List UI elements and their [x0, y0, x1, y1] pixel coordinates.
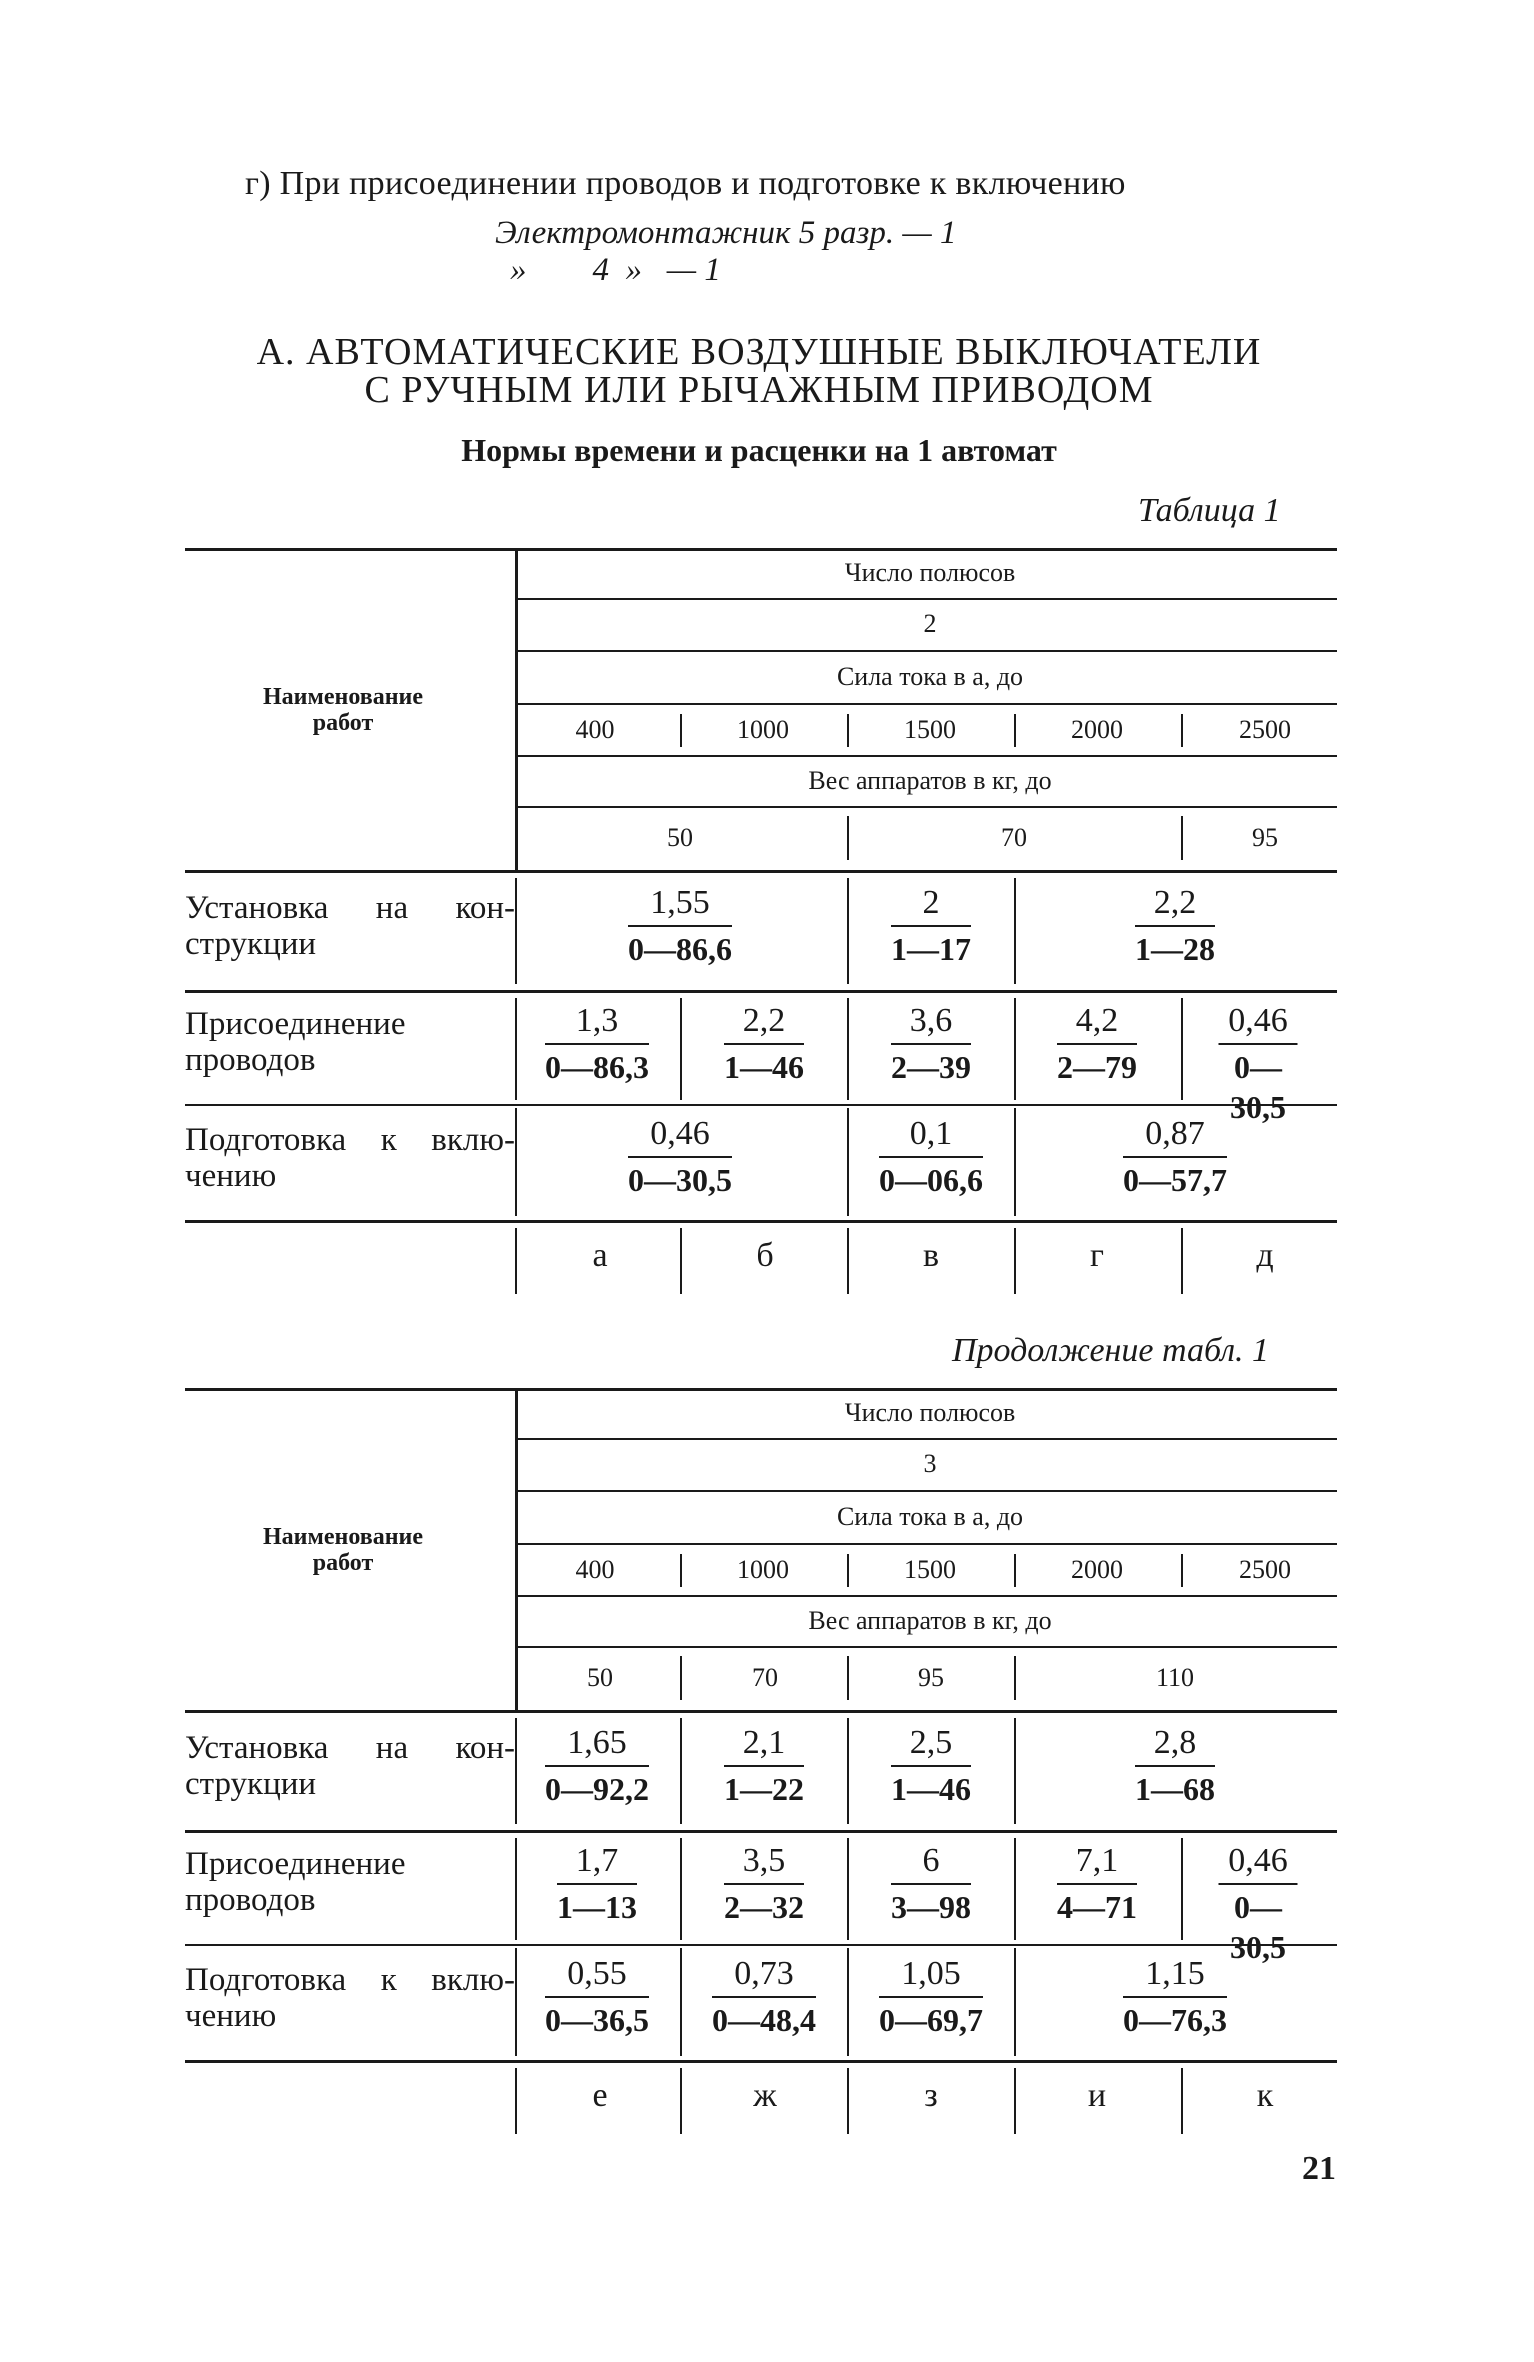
- table2-caption: Продолжение табл. 1: [952, 1332, 1270, 1369]
- cell-fraction: [1135, 1723, 1215, 1809]
- rate-value: 1—68: [1135, 1771, 1215, 1807]
- current-1500: 1500: [904, 1555, 956, 1584]
- rate-value: 0—36,5: [545, 2002, 649, 2038]
- weight-95: 95: [1252, 823, 1278, 852]
- cell-fraction: [1123, 1954, 1227, 2040]
- row-label-line: чению: [185, 1158, 277, 1194]
- rate-value: 1—28: [1135, 931, 1215, 967]
- rate-value: 0—30,5: [1230, 1889, 1286, 1965]
- norm-value: 3,6: [891, 1001, 971, 1045]
- section-heading: г) При присоединении проводов и подготовке к включению: [245, 165, 1126, 202]
- rate-value: 2—39: [891, 1049, 971, 1085]
- norm-value: 2,8: [1135, 1723, 1215, 1767]
- corner-label-line-2: работ: [312, 1550, 374, 1576]
- norm-value: 0,73: [712, 1954, 816, 1998]
- rate-value: 4—71: [1057, 1889, 1137, 1925]
- row-label-installation: [185, 890, 515, 962]
- current-label: Сила тока в а, до: [836, 662, 1024, 691]
- row-label-line: чению: [185, 1998, 277, 2034]
- current-label: Сила тока в а, до: [836, 1502, 1024, 1531]
- corner-label-line-1: Наименование: [263, 684, 423, 710]
- cell-fraction: [545, 1001, 649, 1087]
- row-label-line: Установка на кон-: [185, 890, 515, 926]
- cell-fraction: [1057, 1001, 1137, 1087]
- rate-value: 0—92,2: [545, 1771, 649, 1807]
- crew-line-1: Электромонтажник 5 разр. — 1: [495, 215, 957, 251]
- row-label-line: проводов: [185, 1882, 316, 1918]
- column-letter: г: [1090, 1237, 1104, 1274]
- rate-value: 0—06,6: [879, 1162, 983, 1198]
- title-line-1: А. АВТОМАТИЧЕСКИЕ ВОЗДУШНЫЕ ВЫКЛЮЧАТЕЛИ: [256, 331, 1262, 373]
- poles-value: 3: [923, 1449, 937, 1478]
- norm-value: 6: [891, 1841, 971, 1885]
- cell-fraction: [724, 1723, 804, 1809]
- norm-value: 7,1: [1057, 1841, 1137, 1885]
- title-line-2: С РУЧНЫМ ИЛИ РЫЧАЖНЫМ ПРИВОДОМ: [364, 369, 1154, 411]
- table-1: [185, 548, 1337, 1298]
- table1-caption: Таблица 1: [1138, 492, 1281, 529]
- norm-value: 2,2: [1135, 883, 1215, 927]
- weight-110: 110: [1155, 1663, 1195, 1692]
- column-letter: в: [922, 1237, 940, 1274]
- current-2000: 2000: [1071, 715, 1123, 744]
- norm-value: 0,46: [1219, 1001, 1298, 1045]
- norm-value: 2: [891, 883, 971, 927]
- rate-value: 3—98: [891, 1889, 971, 1925]
- norm-value: 0,1: [879, 1114, 983, 1158]
- current-1500: 1500: [904, 715, 956, 744]
- rate-value: 0—86,6: [628, 931, 732, 967]
- cell-fraction: [879, 1954, 983, 2040]
- current-1000: 1000: [737, 1555, 789, 1584]
- column-letter: ж: [753, 2077, 777, 2114]
- rate-value: 1—17: [891, 931, 971, 967]
- norm-value: 1,55: [628, 883, 732, 927]
- norm-value: 3,5: [724, 1841, 804, 1885]
- rate-value: 0—86,3: [545, 1049, 649, 1085]
- column-letter: б: [756, 1237, 774, 1274]
- rate-value: 1—46: [724, 1049, 804, 1085]
- row-label-line: Присоединение: [185, 1846, 406, 1882]
- table2-corner-label: [263, 1524, 423, 1576]
- column-letter: и: [1087, 2077, 1107, 2114]
- row-label-line: Подготовка к вклю-: [185, 1962, 515, 1998]
- rate-value: 2—79: [1057, 1049, 1137, 1085]
- rate-value: 0—76,3: [1123, 2002, 1227, 2038]
- norm-value: 1,65: [545, 1723, 649, 1767]
- cell-fraction: [879, 1114, 983, 1200]
- weight-label: Вес аппаратов в кг, до: [808, 1606, 1052, 1635]
- cell-fraction: [1057, 1841, 1137, 1927]
- row-label-connection: [185, 1846, 515, 1918]
- norm-value: 0,46: [1219, 1841, 1298, 1885]
- norm-value: 1,7: [557, 1841, 637, 1885]
- weight-50: 50: [667, 823, 693, 852]
- column-letter: з: [924, 2077, 938, 2114]
- current-1000: 1000: [737, 715, 789, 744]
- rate-value: 0—30,5: [628, 1162, 732, 1198]
- cell-fraction: [891, 1841, 971, 1927]
- table-2: [185, 1388, 1337, 2138]
- cell-fraction: [724, 1841, 804, 1927]
- rate-value: 1—46: [891, 1771, 971, 1807]
- row-label-connection: [185, 1006, 515, 1078]
- cell-fraction: [891, 883, 971, 969]
- norm-value: 1,05: [879, 1954, 983, 1998]
- row-label-preparation: [185, 1962, 515, 2034]
- current-2000: 2000: [1071, 1555, 1123, 1584]
- weight-label: Вес аппаратов в кг, до: [808, 766, 1052, 795]
- row-label-line: Подготовка к вклю-: [185, 1122, 515, 1158]
- cell-fraction: [891, 1723, 971, 1809]
- rate-value: 0—57,7: [1123, 1162, 1227, 1198]
- row-label-installation: [185, 1730, 515, 1802]
- cell-fraction: [712, 1954, 816, 2040]
- cell-fraction: [1123, 1114, 1227, 1200]
- table1-corner-label: [263, 684, 423, 736]
- corner-label-line-2: работ: [312, 710, 374, 736]
- norm-value: 2,1: [724, 1723, 804, 1767]
- weight-70: 70: [1001, 823, 1027, 852]
- cell-fraction: [545, 1723, 649, 1809]
- poles-label: Число полюсов: [844, 558, 1016, 587]
- current-400: 400: [575, 1555, 615, 1584]
- norm-value: 2,5: [891, 1723, 971, 1767]
- row-label-line: Присоединение: [185, 1006, 406, 1042]
- rate-value: 1—13: [557, 1889, 637, 1925]
- cell-fraction: [628, 883, 732, 969]
- cell-fraction: [1219, 1841, 1298, 1967]
- column-letter: е: [592, 2077, 608, 2114]
- norm-value: 2,2: [724, 1001, 804, 1045]
- norm-value: 0,87: [1123, 1114, 1227, 1158]
- row-label-line: струкции: [185, 1766, 317, 1802]
- rate-value: 2—32: [724, 1889, 804, 1925]
- current-2500: 2500: [1239, 715, 1291, 744]
- norm-value: 0,46: [628, 1114, 732, 1158]
- cell-fraction: [545, 1954, 649, 2040]
- weight-50: 50: [587, 1663, 613, 1692]
- current-400: 400: [575, 715, 615, 744]
- column-letter: д: [1256, 1237, 1274, 1274]
- page-number: 21: [1302, 2150, 1336, 2187]
- cell-fraction: [628, 1114, 732, 1200]
- cell-fraction: [1219, 1001, 1298, 1127]
- weight-95: 95: [918, 1663, 944, 1692]
- column-letter: к: [1256, 2077, 1274, 2114]
- rate-value: 0—48,4: [712, 2002, 816, 2038]
- subtitle: Нормы времени и расценки на 1 автомат: [461, 432, 1057, 468]
- row-label-preparation: [185, 1122, 515, 1194]
- rate-value: 1—22: [724, 1771, 804, 1807]
- norm-value: 4,2: [1057, 1001, 1137, 1045]
- cell-fraction: [724, 1001, 804, 1087]
- poles-value: 2: [923, 609, 937, 638]
- rate-value: 0—69,7: [879, 2002, 983, 2038]
- rate-value: 0—30,5: [1230, 1049, 1286, 1125]
- cell-fraction: [1135, 883, 1215, 969]
- corner-label-line-1: Наименование: [263, 1524, 423, 1550]
- column-letter: а: [592, 1237, 608, 1274]
- poles-label: Число полюсов: [844, 1398, 1016, 1427]
- row-label-line: струкции: [185, 926, 317, 962]
- cell-fraction: [891, 1001, 971, 1087]
- norm-value: 0,55: [545, 1954, 649, 1998]
- row-label-line: проводов: [185, 1042, 316, 1078]
- row-label-line: Установка на кон-: [185, 1730, 515, 1766]
- weight-70: 70: [752, 1663, 778, 1692]
- norm-value: 1,15: [1123, 1954, 1227, 1998]
- norm-value: 1,3: [545, 1001, 649, 1045]
- cell-fraction: [557, 1841, 637, 1927]
- current-2500: 2500: [1239, 1555, 1291, 1584]
- crew-line-2: » 4 » — 1: [510, 252, 721, 288]
